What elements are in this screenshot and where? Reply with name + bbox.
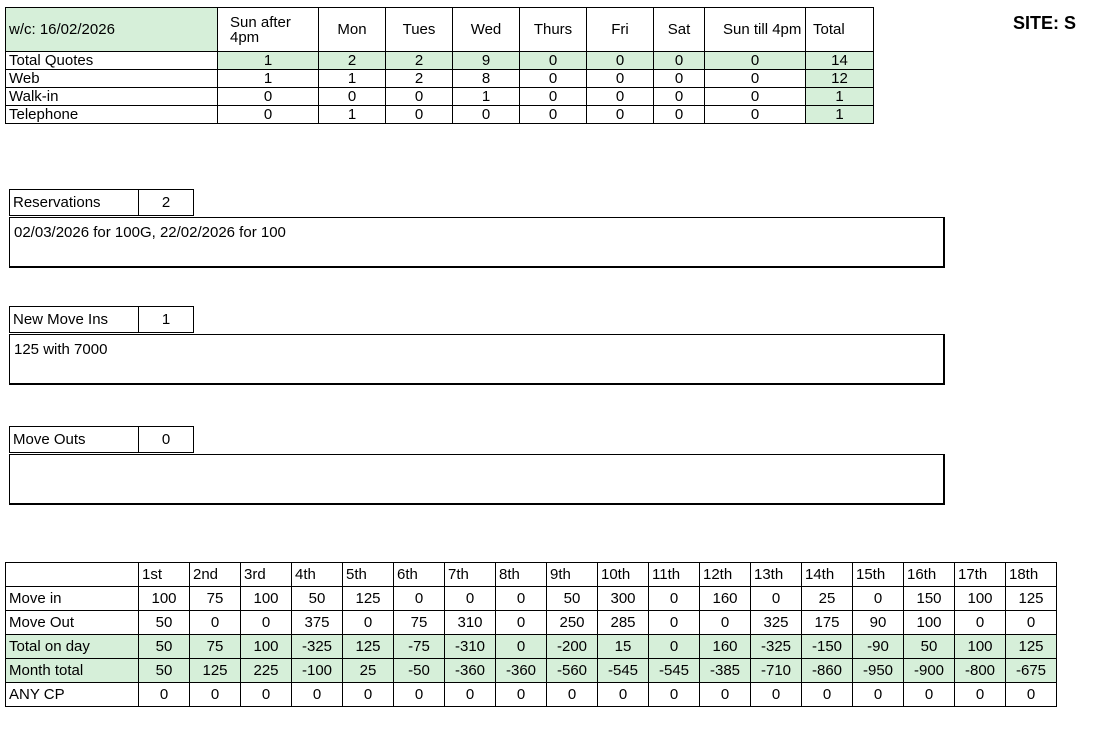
cell: 0 [700,611,751,635]
cell: 1 [319,70,386,88]
cell: -325 [292,635,343,659]
cell: 90 [853,611,904,635]
week-commencing-label: w/c: 16/02/2026 [6,8,218,52]
cell: 0 [802,683,853,707]
cell: 0 [190,611,241,635]
move-outs-label: Move Outs [10,427,139,453]
cell: 0 [241,611,292,635]
cell: 150 [904,587,955,611]
day-header: 16th [904,563,955,587]
cell: 0 [520,106,587,124]
day-header: 7th [445,563,496,587]
daily-movement-table [5,562,1057,707]
cell: 0 [751,587,802,611]
cell: 75 [190,635,241,659]
cell: -325 [751,635,802,659]
cell: -950 [853,659,904,683]
cell: 0 [587,88,654,106]
row-label: Move Out [6,611,139,635]
day-header: 2nd [190,563,241,587]
row-label: Telephone [6,106,218,124]
day-header: 14th [802,563,853,587]
table-row [6,683,1057,707]
header-fri: Fri [587,8,654,52]
cell: 0 [496,587,547,611]
cell: 0 [649,635,700,659]
move-ins-count: 1 [139,307,194,333]
cell: 50 [139,659,190,683]
cell: 0 [955,683,1006,707]
row-label: Total on day [6,635,139,659]
cell: 0 [598,683,649,707]
header-sun-after: Sun after 4pm [218,8,319,52]
day-header: 18th [1006,563,1057,587]
cell: 0 [853,683,904,707]
cell: 125 [1006,587,1057,611]
table-row [6,52,874,70]
cell: -100 [292,659,343,683]
move-ins-count-table [9,306,194,333]
cell: 0 [705,52,806,70]
table-row [6,635,1057,659]
cell: 100 [955,635,1006,659]
cell: 310 [445,611,496,635]
cell: 0 [654,88,705,106]
day-header: 11th [649,563,700,587]
cell: 0 [649,611,700,635]
cell: 0 [386,106,453,124]
cell: 0 [649,587,700,611]
cell: -860 [802,659,853,683]
cell: 0 [654,106,705,124]
cell: 0 [139,683,190,707]
cell: -545 [649,659,700,683]
cell: 125 [343,587,394,611]
cell: -385 [700,659,751,683]
table-row [6,70,874,88]
cell: 50 [292,587,343,611]
cell: 0 [394,587,445,611]
weekly-quotes-table [5,7,874,124]
cell: -50 [394,659,445,683]
cell: -150 [802,635,853,659]
cell: 0 [700,683,751,707]
day-header: 9th [547,563,598,587]
cell: 0 [319,88,386,106]
cell: 0 [520,88,587,106]
cell: 1 [453,88,520,106]
cell: 250 [547,611,598,635]
header-wed: Wed [453,8,520,52]
cell: 0 [445,683,496,707]
cell: 160 [700,587,751,611]
cell: 0 [496,611,547,635]
cell: 0 [853,587,904,611]
total-cell: 1 [806,106,874,124]
day-header: 17th [955,563,1006,587]
move-outs-count-table [9,426,194,453]
cell: 0 [445,587,496,611]
reservations-count: 2 [139,190,194,216]
header-tues: Tues [386,8,453,52]
move-outs-notes [9,454,945,505]
site-label: SITE: S [1013,13,1077,33]
cell: 125 [1006,635,1057,659]
cell: 50 [547,587,598,611]
row-label: Total Quotes [6,52,218,70]
day-header: 3rd [241,563,292,587]
cell: 0 [547,683,598,707]
table-row [6,659,1057,683]
row-label: Web [6,70,218,88]
cell: 100 [955,587,1006,611]
table-row [6,106,874,124]
cell: -900 [904,659,955,683]
row-label: Walk-in [6,88,218,106]
cell: 0 [496,635,547,659]
cell: -75 [394,635,445,659]
cell: 75 [190,587,241,611]
cell: 0 [955,611,1006,635]
day-header: 13th [751,563,802,587]
day-header: 15th [853,563,904,587]
cell: 0 [343,683,394,707]
cell: 0 [751,683,802,707]
day-header: 1st [139,563,190,587]
cell: -310 [445,635,496,659]
cell: -800 [955,659,1006,683]
cell: 175 [802,611,853,635]
cell: 125 [343,635,394,659]
table-row [6,88,874,106]
cell: -710 [751,659,802,683]
cell: 0 [496,683,547,707]
cell: 0 [654,52,705,70]
cell: -545 [598,659,649,683]
cell: 1 [218,70,319,88]
cell: 1 [319,106,386,124]
cell: 325 [751,611,802,635]
cell: 75 [394,611,445,635]
move-outs-count: 0 [139,427,194,453]
cell: 15 [598,635,649,659]
cell: 285 [598,611,649,635]
cell: 1 [218,52,319,70]
cell: 0 [292,683,343,707]
cell: 0 [705,106,806,124]
row-label: ANY CP [6,683,139,707]
cell: 0 [705,88,806,106]
total-cell: 14 [806,52,874,70]
cell: 2 [386,52,453,70]
cell: 0 [190,683,241,707]
cell: 0 [649,683,700,707]
daily-header-row [6,563,1057,587]
cell: 100 [241,635,292,659]
cell: 0 [241,683,292,707]
cell: 300 [598,587,649,611]
total-cell: 12 [806,70,874,88]
table-row [6,587,1057,611]
header-sun-till: Sun till 4pm [705,8,806,52]
cell: 2 [319,52,386,70]
cell: -560 [547,659,598,683]
cell: -90 [853,635,904,659]
cell: -360 [445,659,496,683]
cell: 0 [1006,683,1057,707]
corner-cell [6,563,139,587]
cell: 50 [139,635,190,659]
cell: 375 [292,611,343,635]
day-header: 12th [700,563,751,587]
header-mon: Mon [319,8,386,52]
header-sat: Sat [654,8,705,52]
reservations-label: Reservations [10,190,139,216]
cell: 160 [700,635,751,659]
header-thurs: Thurs [520,8,587,52]
cell: 0 [218,106,319,124]
day-header: 10th [598,563,649,587]
cell: 0 [587,70,654,88]
cell: 125 [190,659,241,683]
day-header: 5th [343,563,394,587]
cell: 0 [587,52,654,70]
cell: 0 [218,88,319,106]
day-header: 6th [394,563,445,587]
row-label: Move in [6,587,139,611]
cell: 0 [904,683,955,707]
cell: 0 [654,70,705,88]
cell: 0 [520,70,587,88]
cell: 50 [139,611,190,635]
cell: 2 [386,70,453,88]
cell: 100 [139,587,190,611]
cell: 0 [587,106,654,124]
cell: 0 [343,611,394,635]
cell: 100 [241,587,292,611]
cell: 225 [241,659,292,683]
reservations-count-table [9,189,194,216]
cell: 0 [453,106,520,124]
move-ins-notes: 125 with 7000 [9,334,945,385]
cell: -675 [1006,659,1057,683]
cell: 0 [1006,611,1057,635]
header-total: Total [806,8,874,52]
total-cell: 1 [806,88,874,106]
cell: 50 [904,635,955,659]
move-ins-label: New Move Ins [10,307,139,333]
cell: -360 [496,659,547,683]
cell: 0 [520,52,587,70]
cell: 9 [453,52,520,70]
cell: 0 [394,683,445,707]
day-header: 8th [496,563,547,587]
cell: 8 [453,70,520,88]
cell: -200 [547,635,598,659]
cell: 100 [904,611,955,635]
table-row [6,611,1057,635]
reservations-notes: 02/03/2026 for 100G, 22/02/2026 for 100 [9,217,945,268]
cell: 25 [802,587,853,611]
day-header: 4th [292,563,343,587]
cell: 0 [386,88,453,106]
cell: 0 [705,70,806,88]
cell: 25 [343,659,394,683]
row-label: Month total [6,659,139,683]
